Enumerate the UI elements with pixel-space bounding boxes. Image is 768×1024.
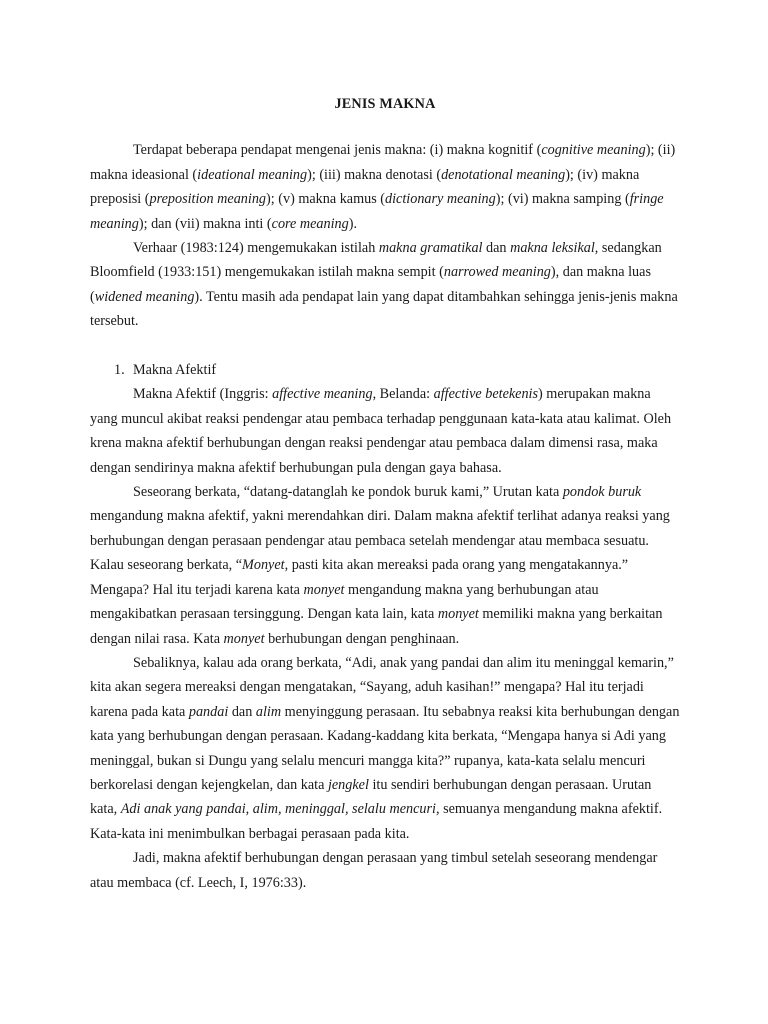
intro-paragraph: Verhaar (1983:124) mengemukakan istilah makna gramatikal dan makna leksikal, sedangkan Bloomfield (1933:151) mengemukakan istilah makna sempit (narrowed meaning), dan makna luas (widened meaning). Tentu masih ada pendapat lain yang dapat ditambahkan sehingga jenis-jenis makna tersebut. (90, 240, 678, 330)
italic-term: dictionary meaning (385, 191, 496, 208)
italic-term: core meaning (271, 215, 349, 232)
italic-term: monyet (303, 581, 345, 598)
italic-term: affective betekenis (433, 386, 539, 403)
italic-term: affective meaning (272, 386, 373, 403)
italic-term: narrowed meaning (443, 264, 551, 281)
body-paragraph: Makna Afektif (Inggris: affective meaning, Belanda: affective betekenis) merupakan makna yang muncul akibat reaksi pendengar atau pembaca terhadap penggunaan kata-kata atau kalimat. Oleh krena makna afektif berhubungan dengan reaksi pendengar atau pembaca dalam dimensi rasa, maka dengan sendirinya makna afektif berhubungan pula dengan gaya bahasa. (90, 386, 672, 476)
body-paragraph: Sebaliknya, kalau ada orang berkata, “Adi, anak yang pandai dan alim itu meninggal kemarin,” kita akan segera mereaksi dengan mengatakan, “Sayang, aduh kasihan!” mengapa? Hal itu terjadi karena pada kata pandai dan alim menyinggung perasaan. Itu sebabnya reaksi kita berhubungan dengan kata yang berhubungan dengan perasaan. Kadang-kaddang kita berkata, “Mengapa hanya si Adi yang meninggal, bukan si Dungu yang selalu mencuri mangga kita?” rupanya, kata-kata selalu mencuri berkorelasi dengan kejengkelan, dan kata jengkel itu sendiri berhubungan dengan perasaan. Urutan kata, Adi anak yang pandai, alim, meninggal, selalu mencuri, semuanya mengandung makna afektif. Kata-kata ini menimbulkan berbagai perasaan pada kita. (90, 654, 680, 842)
italic-term: monyet (223, 630, 265, 647)
italic-term: cognitive meaning (541, 142, 646, 159)
body-paragraph: Jadi, makna afektif berhubungan dengan perasaan yang timbul setelah seseorang mendengar atau membaca (cf. Leech, I, 1976:33). (90, 850, 658, 891)
intro-section (90, 138, 680, 333)
section-heading (90, 358, 680, 382)
italic-term: makna gramatikal (378, 240, 483, 257)
italic-term: pondok buruk (562, 484, 642, 501)
italic-term: monyet (437, 606, 479, 623)
section-spacer (90, 334, 680, 358)
body-paragraph: Seseorang berkata, “datang-datanglah ke pondok buruk kami,” Urutan kata pondok buruk mengandung makna afektif, yakni merendahkan diri. Dalam makna afektif terlihat adanya reaksi yang berhubungan dengan perasaan pendengar atau pembaca setelah mendengar atau membaca sesuatu. Kalau seseorang berkata, “Monyet, pasti kita akan mereaksi pada orang yang mengatakannya.” Mengapa? Hal itu terjadi karena kata monyet mengandung makna yang berhubungan atau mengakibatkan perasaan tersinggung. Dengan kata lain, kata monyet memiliki makna yang berkaitan dengan nilai rasa. Kata monyet berhubungan dengan penghinaan. (90, 484, 670, 647)
italic-term: denotational meaning (441, 166, 566, 183)
page-title: JENIS MAKNA (334, 96, 436, 112)
italic-term: pandai (188, 703, 229, 720)
italic-term: widened meaning (94, 288, 195, 305)
intro-paragraph: Terdapat beberapa pendapat mengenai jenis makna: (i) makna kognitif (cognitive meaning); (ii) makna ideasional (ideational meaning); (iii) makna denotasi (denotational meaning); (iv) makna preposisi (preposition meaning); (v) makna kamus (dictionary meaning); (vi) makna samping (fringe meaning); dan (vii) makna inti (core meaning). (90, 142, 676, 232)
section-heading-text: Makna Afektif (133, 362, 217, 379)
section-makna-afektif (90, 358, 680, 895)
italic-term: makna leksikal (510, 240, 595, 257)
italic-term: ideational meaning (197, 166, 308, 183)
italic-term: preposition meaning (149, 191, 267, 208)
italic-term: fringe meaning (90, 191, 664, 232)
italic-term: Adi anak yang pandai, alim, meninggal, selalu mencuri, (120, 801, 440, 818)
italic-term: jengkel (327, 776, 369, 793)
italic-term: Monyet (242, 557, 285, 574)
italic-term: alim (255, 703, 282, 720)
section-number: 1. (114, 362, 125, 379)
